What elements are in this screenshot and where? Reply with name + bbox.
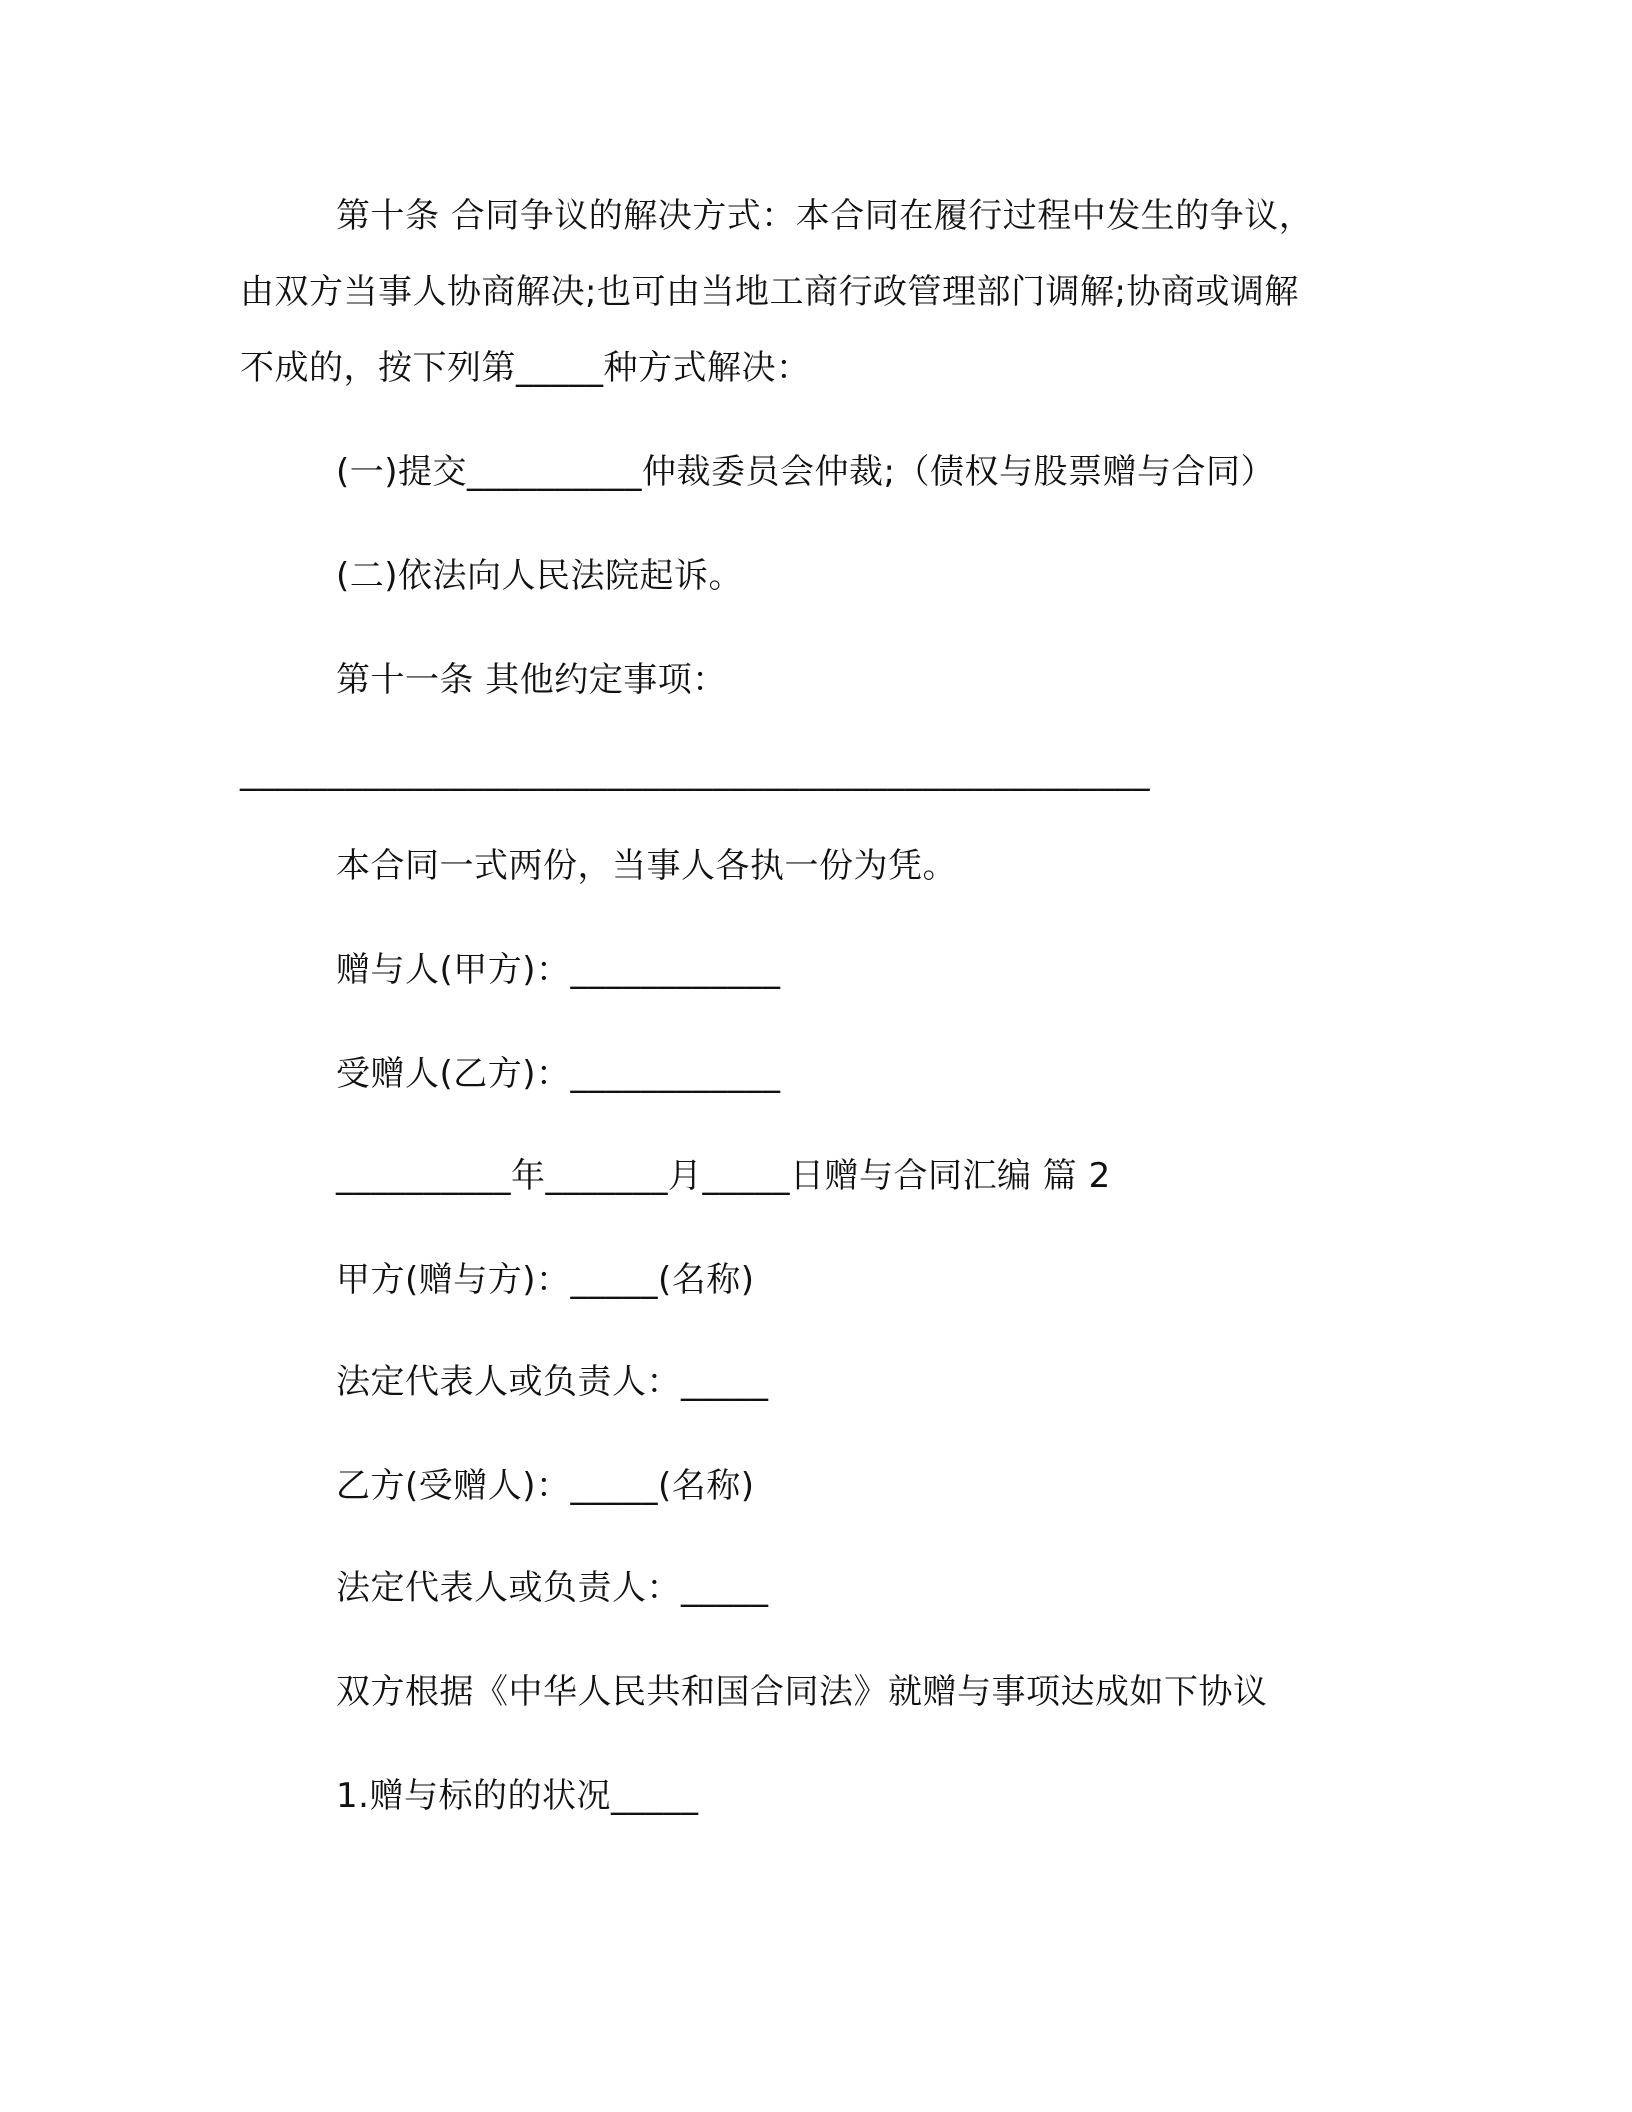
item-1-gift-status: 1.赠与标的的状况_____ — [336, 1776, 699, 1816]
article-10-line-2: 由双方当事人协商解决;也可由当地工商行政管理部门调解;协商或调解 — [240, 272, 1299, 312]
party-a-name: 甲方(赠与方)：_____(名称) — [336, 1260, 755, 1300]
party-b-name: 乙方(受赠人)：_____(名称) — [336, 1466, 755, 1506]
option-1-arbitration: (一)提交__________仲裁委员会仲裁;（债权与股票赠与合同） — [336, 452, 1275, 492]
article-10-line-1: 第十条 合同争议的解决方式：本合同在履行过程中发生的争议， — [336, 196, 1314, 236]
article-11-heading: 第十一条 其他约定事项： — [336, 660, 727, 700]
other-terms-blank: ____________________________________________________ — [240, 752, 1150, 792]
donor-signature: 赠与人(甲方)：____________ — [336, 950, 781, 990]
party-a-representative: 法定代表人或负责人：_____ — [336, 1362, 769, 1402]
agreement-preamble: 双方根据《中华人民共和国合同法》就赠与事项达成如下协议 — [336, 1672, 1268, 1712]
option-2-litigation: (二)依法向人民法院起诉。 — [336, 556, 744, 596]
date-and-section-title: __________年_______月_____日赠与合同汇编 篇 2 — [336, 1156, 1111, 1196]
copies-clause: 本合同一式两份，当事人各执一份为凭。 — [336, 846, 957, 886]
party-b-representative: 法定代表人或负责人：_____ — [336, 1568, 769, 1608]
donee-signature: 受赠人(乙方)：____________ — [336, 1054, 781, 1094]
article-10-line-3: 不成的，按下列第_____种方式解决： — [240, 348, 811, 388]
